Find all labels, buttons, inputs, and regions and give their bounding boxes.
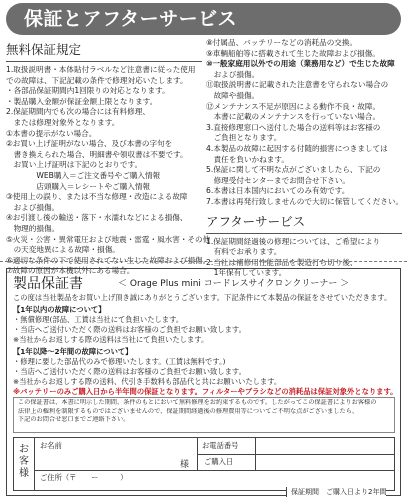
- address-label: ご住所（〒 ー ）: [40, 473, 128, 482]
- rules-line: での故障は、下記記載の条件で修理対応いたします。: [6, 75, 188, 85]
- phone-label: お電話番号: [202, 441, 239, 450]
- section-divider: [206, 233, 402, 234]
- rules-item: の天変地異による故障・損傷。: [6, 245, 120, 255]
- warranty-rules-continued: [206, 38, 402, 279]
- rules-item: 7.本書は再発行致しませんので大切に保管してください。: [206, 196, 404, 206]
- section-within-1-year: [13, 305, 246, 345]
- row-divider: [34, 470, 395, 471]
- name-suffix: 様: [180, 460, 190, 470]
- product-name: ＜ Orage Plus mini コードレスサイクロンクリーナー ＞: [118, 279, 350, 289]
- section-title-warranty-rules: 無料保証規定: [6, 42, 82, 57]
- page-title: 保証とアフターサービス: [24, 8, 238, 30]
- rules-item: および損傷。: [206, 69, 260, 79]
- purchase-date-label: ご購入日: [204, 457, 234, 466]
- section-title-after-service: アフターサービス: [206, 213, 306, 229]
- after-service-item: 1.保証期間経過後の修理については、ご希望により: [206, 236, 381, 246]
- name-label: お名前: [40, 441, 62, 450]
- section-heading: 【1年以降～2年間の故障について】: [13, 347, 133, 356]
- rules-item: ⑦故障の原因が本機以外にある場合。: [6, 266, 135, 276]
- warranty-rules-items: [6, 128, 211, 277]
- section-1-to-2-years: [13, 347, 397, 397]
- rules-item: ⑧付属品、バッテリーなどの消耗品の交換。: [206, 38, 358, 47]
- section-line: ・無償修理(部品、工賃は当社にて負担いたします。: [13, 315, 184, 324]
- rules-item: ④お引渡し後の輸送・落下・水濡れなどによる損傷、: [6, 213, 188, 223]
- rules-item: ③使用上の誤り、または不当な修理・改造による故障: [6, 192, 188, 202]
- card-intro: この度は当社製品をお買い上げ頂き誠にありがとうございます。下記条件にて本製品の保証をさせていただきます。: [13, 293, 392, 302]
- rules-item: 責任を負いかねます。: [206, 154, 289, 164]
- customer-label-char: お: [19, 444, 29, 455]
- customer-info-table: [13, 437, 395, 491]
- section-line: ・当店へご送付いただく際の送料はお客様のご負担でお願い致します。: [13, 325, 246, 334]
- notice-line: この保証書は、本書に明示した期間、条件のもとにおいて無料修理をお約束するものです。したがってこの保証書によりお客様の: [18, 399, 377, 406]
- rules-line: 2.保証期間内でも次の場合には有料修理、: [6, 107, 150, 117]
- section-divider: [6, 61, 202, 62]
- rules-item: ⑫メンテナンス不足が原因による動作不良・故障。: [206, 101, 381, 111]
- section-heading: 【1年以内の故障について】: [13, 305, 106, 314]
- header-bar: [6, 3, 401, 35]
- warranty-period: 保証期間 ご購入日より2年間: [286, 487, 386, 497]
- after-service-item: 1年保有しています。: [206, 268, 287, 278]
- warranty-rules-paragraph: [6, 65, 202, 129]
- rules-item: 3.直接修理窓口へ送付した場合の送料等はお客様の: [206, 122, 381, 132]
- rules-item: 6.本書は日本国内においてのみ有効です。: [206, 186, 350, 196]
- notice-line: 下記のお問合せ窓口までご連絡下さい。: [18, 416, 130, 424]
- rules-item: および損傷。: [6, 202, 60, 212]
- customer-label-char: 客: [19, 456, 29, 467]
- rules-line: ・製品購入金額が保証金額上限となります。: [6, 96, 158, 106]
- rules-item: ⑨車輌船舶等に搭載されて生じた故障および損傷。: [206, 48, 380, 58]
- rules-item: ⑥適切な条件の下で使用されてない生じた故障および損傷。: [6, 255, 211, 265]
- rules-item: WEB購入＝ご注文番号やご購入情報: [6, 170, 161, 180]
- section-line: ※当社からお返しする際の送料は当社にて負担いたします。: [13, 335, 209, 344]
- rules-item: 物理的損傷。: [6, 223, 60, 233]
- rules-item: 4.本製品の故障に起因する付随的損害につきましては: [206, 143, 388, 153]
- rules-item: 5.保証に関して不明な点がございましたら、下記の: [206, 165, 381, 175]
- rules-item: ⑤火災・公害・異常電圧および地震・雷霆・風水害・その他: [6, 234, 211, 244]
- rules-item: 書き換えられた場合、明細書や領収書は不要です。: [6, 149, 188, 159]
- rules-item: ⑩一般家庭用以外での用途（業務用など）で生じた故障: [206, 59, 395, 69]
- rules-item: ①本書の提示がない場合。: [6, 128, 97, 138]
- section-line: ・当店へご送付いただく際の送料はお客様のご負担でお願い致します。: [13, 367, 246, 376]
- after-service-item: 有料でお承ります。: [206, 247, 282, 257]
- legal-notice: [13, 397, 395, 433]
- notice-line: 法律上の権利を制限するものではございませんので、保証期間経過後の修理費用等についてご不明な点がございましたら、: [18, 407, 359, 415]
- card-title: 製品保証書: [13, 276, 83, 292]
- after-service-item: 2.当社は補修用性能部品を製造打ち切り後、: [206, 257, 358, 267]
- rules-line: ・各部品保証期間内1回限りの対応となります。: [6, 86, 170, 96]
- free-warranty-rules: [6, 42, 211, 277]
- battery-warning: ※バッテリーのみご購入日から半年間の保証となります。フィルターやブラシなどの消耗品は保証対象外となります。: [13, 387, 398, 396]
- rules-line: または修理対象外となります。: [6, 117, 120, 127]
- customer-label-char: 様: [19, 468, 29, 479]
- row-divider: [197, 454, 395, 455]
- rules-item: ②お買い上げ証明がない場合、及び本書の字句を: [6, 139, 173, 149]
- customer-label: [14, 438, 35, 490]
- rules-item: ご負担となります。: [206, 133, 282, 143]
- rules-line: 1.取扱説明書・本体貼付ラベルなど注意書に従った使用: [6, 65, 196, 74]
- cut-line: [0, 261, 407, 262]
- section-line: ※当社からお返しする際の送料、代引き手数料も部品代と共にお願いいたします。: [13, 377, 282, 386]
- rules-item: 店頭購入＝レシートやご購入情報: [6, 181, 151, 191]
- rules-item: お買い上げ証明は下記のとおりです。: [6, 160, 143, 170]
- rules-item: 本書に記載のメンテナンスを行っていない場合。: [206, 112, 381, 122]
- warranty-card: [6, 268, 401, 496]
- rules-item: 修理受付センターまでお問合せ下さい。: [206, 175, 350, 185]
- right-items: [206, 38, 402, 208]
- rules-item: ⑪取扱説明書に記載された注意書を守られない場合の: [206, 80, 389, 90]
- section-line: ・修理に要した部品代のみで修理いたします。(工賃は無料です。): [13, 357, 226, 366]
- rules-item: 故障や損傷。: [206, 90, 260, 100]
